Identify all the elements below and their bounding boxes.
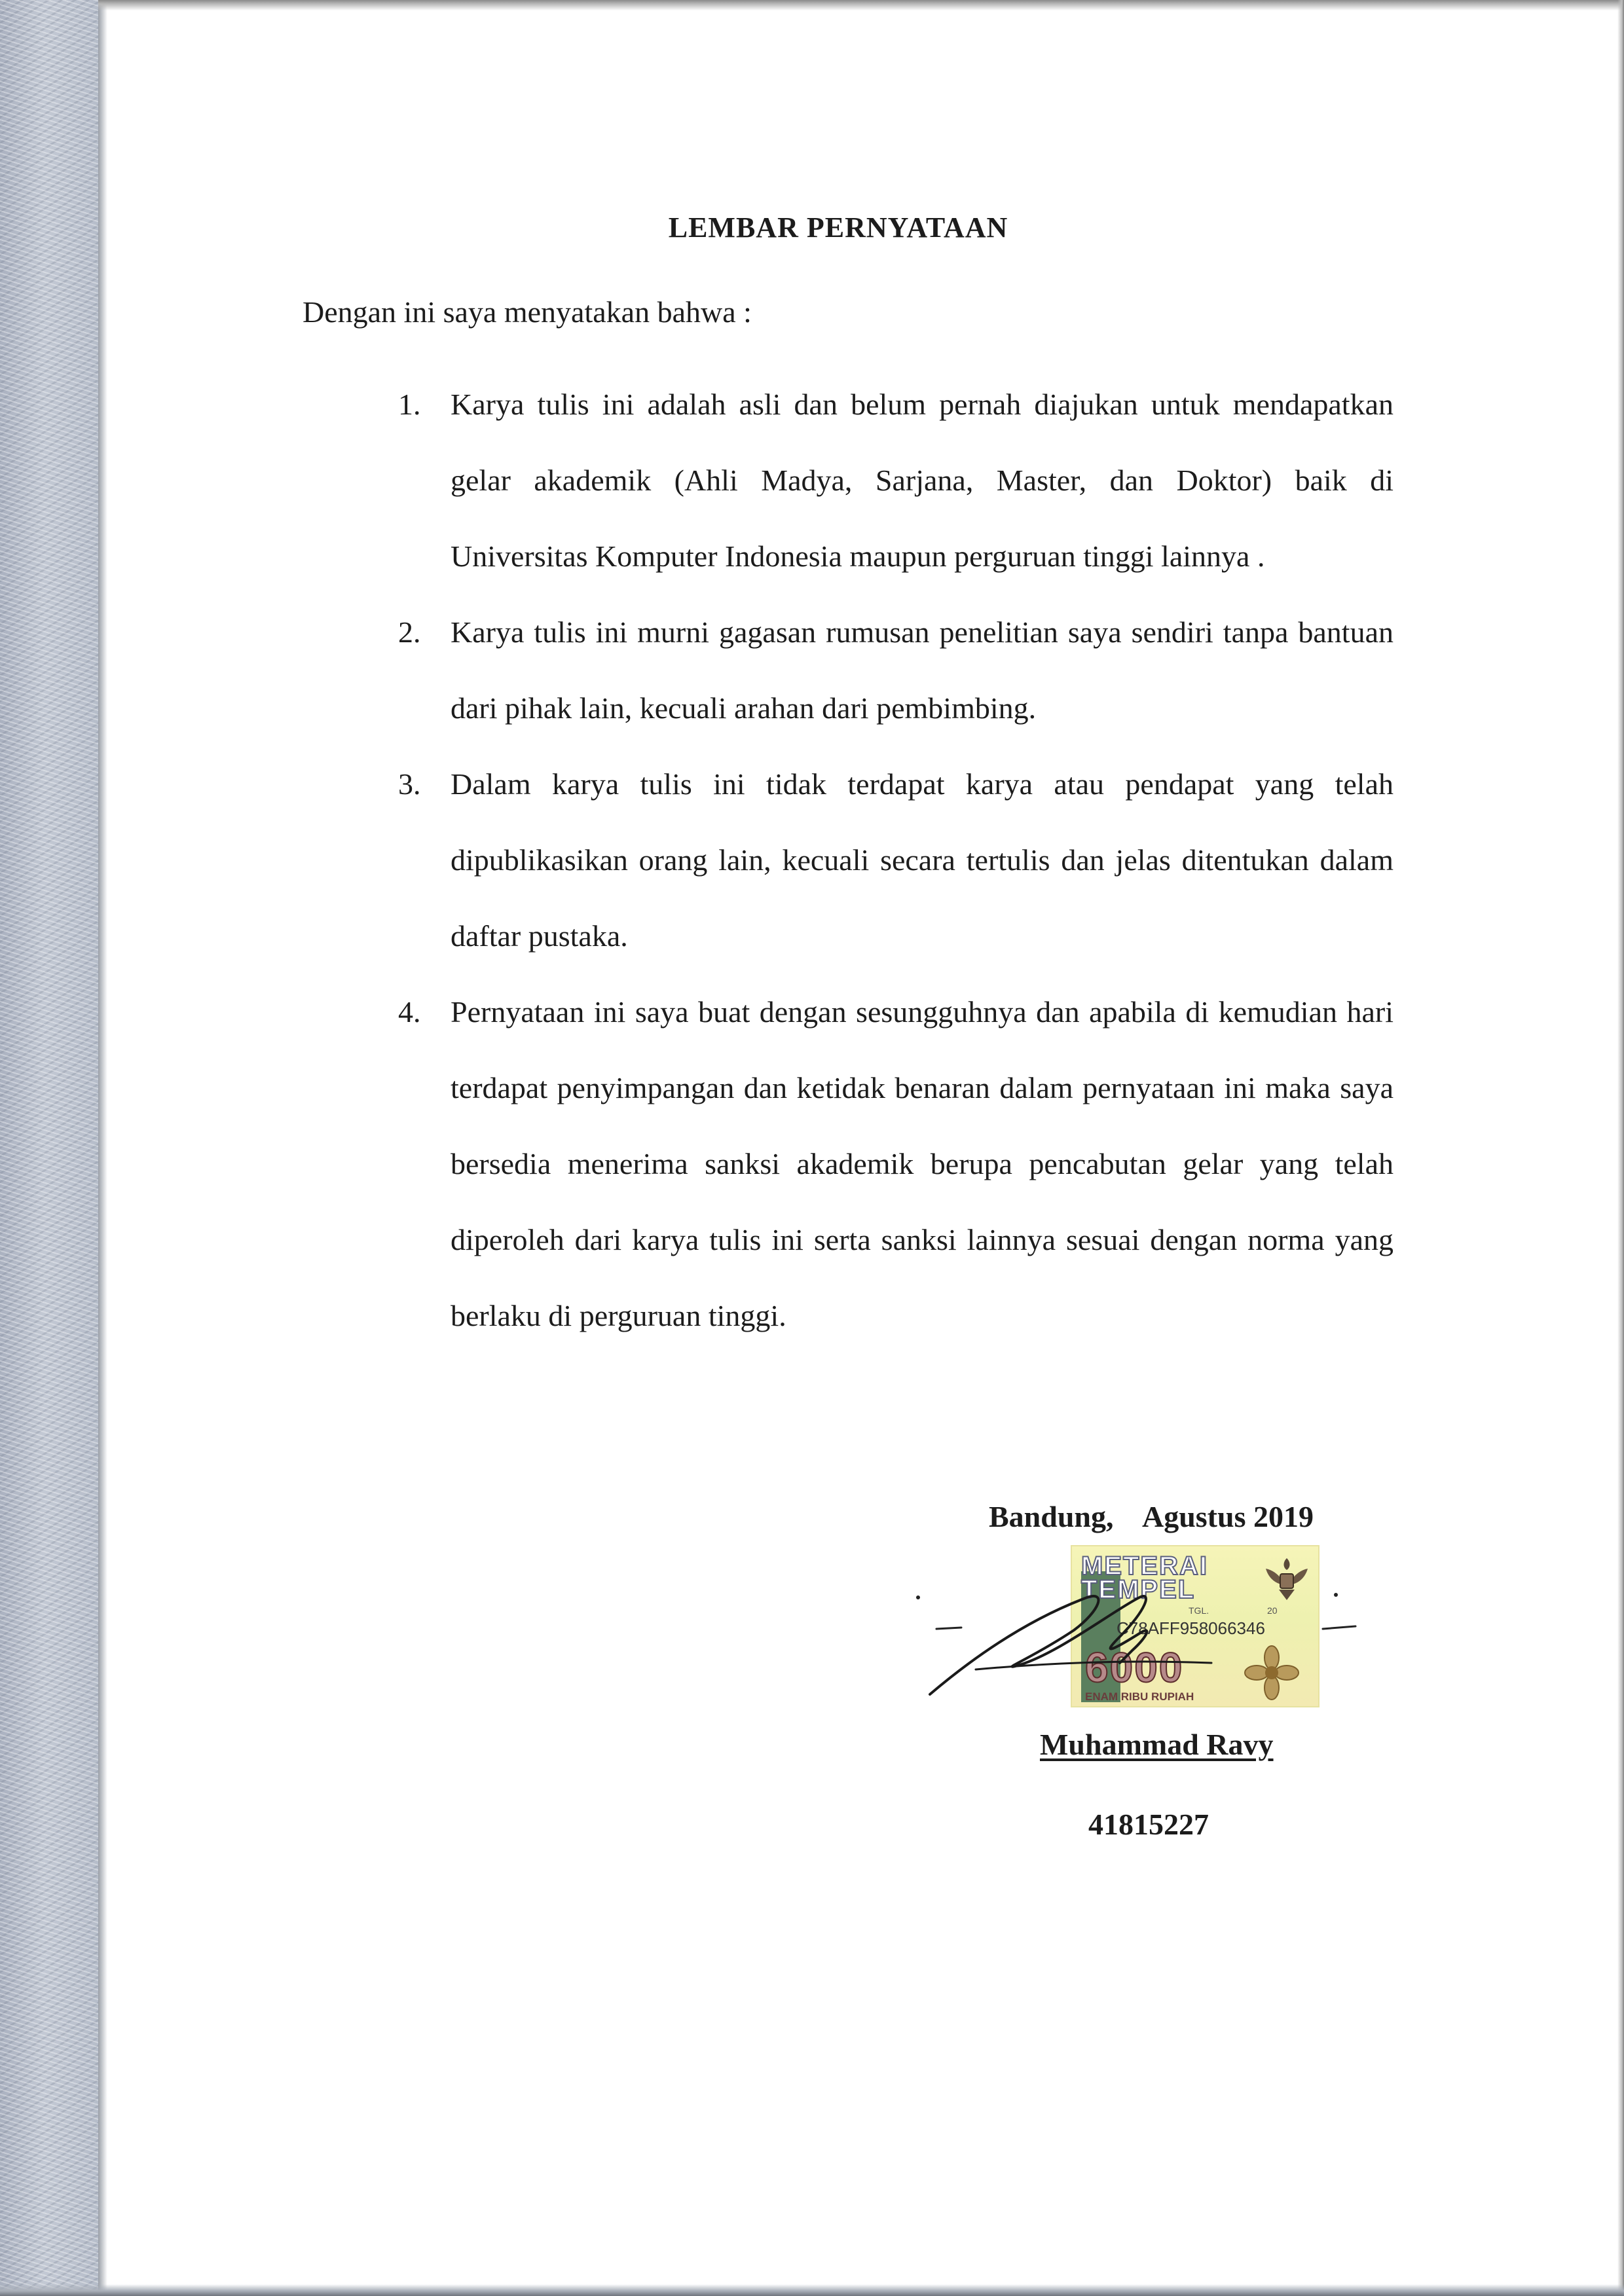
statement-number: 1. [398, 388, 421, 421]
statement-item [398, 367, 1393, 594]
signer-id-number: 41815227 [1088, 1808, 1209, 1841]
page-right-edge [1617, 0, 1624, 2296]
statement-text: Karya tulis ini murni gagasan rumusan penelitian saya sendiri tanpa bantuan dari pihak lain, kecuali arahan dari pembimbing. [451, 615, 1393, 725]
statement-number: 2. [398, 615, 421, 649]
place-date: Bandung, Agustus 2019 [989, 1500, 1314, 1533]
statement-text: Karya tulis ini adalah asli dan belum pernah diajukan untuk mendapatkan gelar akademik (Ahli Madya, Sarjana, Master, dan Doktor) baik di Universitas Komputer Indonesia maupun perguruan tinggi lainnya . [451, 388, 1393, 573]
statement-number: 4. [398, 995, 421, 1029]
statement-item [398, 594, 1393, 746]
stamp-title-line1: METERAI [1081, 1552, 1208, 1580]
stamp-value-words: ENAM RIBU RUPIAH [1085, 1690, 1194, 1703]
scanner-backdrop [0, 0, 98, 2296]
stamp-date-label: TGL. [1189, 1605, 1209, 1616]
stamp-year-label: 20 [1267, 1605, 1278, 1616]
signer-name: Muhammad Ravy [1040, 1728, 1274, 1761]
stamp-serial: C78AFF958066346 [1116, 1618, 1265, 1638]
statement-item [398, 974, 1393, 1354]
statement-text: Pernyataan ini saya buat dengan sesungguhnya dan apabila di kemudian hari terdapat penyimpangan dan ketidak benaran dalam pernyataan ini maka saya bersedia menerima sanksi akademik berupa pencabutan gelar yang telah diperoleh dari karya tulis ini serta sanksi lainnya sesuai dengan norma yang berlaku di perguruan tinggi. [451, 995, 1393, 1332]
statement-item [398, 746, 1393, 974]
stamp-title-line2: TEMPEL [1081, 1575, 1196, 1604]
page-edge-shadow [98, 0, 107, 2296]
handwritten-signature [904, 1571, 1401, 1741]
document-title: LEMBAR PERNYATAAN [668, 211, 1008, 244]
page-top-edge [98, 0, 1624, 10]
page-bottom-edge [0, 2284, 1624, 2296]
statement-list [398, 367, 1393, 1354]
statement-number: 3. [398, 767, 421, 801]
intro-text: Dengan ini saya menyatakan bahwa : [303, 295, 752, 329]
statement-text: Dalam karya tulis ini tidak terdapat karya atau pendapat yang telah dipublikasikan orang lain, kecuali secara tertulis dan jelas ditentukan dalam daftar pustaka. [451, 767, 1393, 953]
stamp-value: 6000 [1085, 1644, 1184, 1691]
